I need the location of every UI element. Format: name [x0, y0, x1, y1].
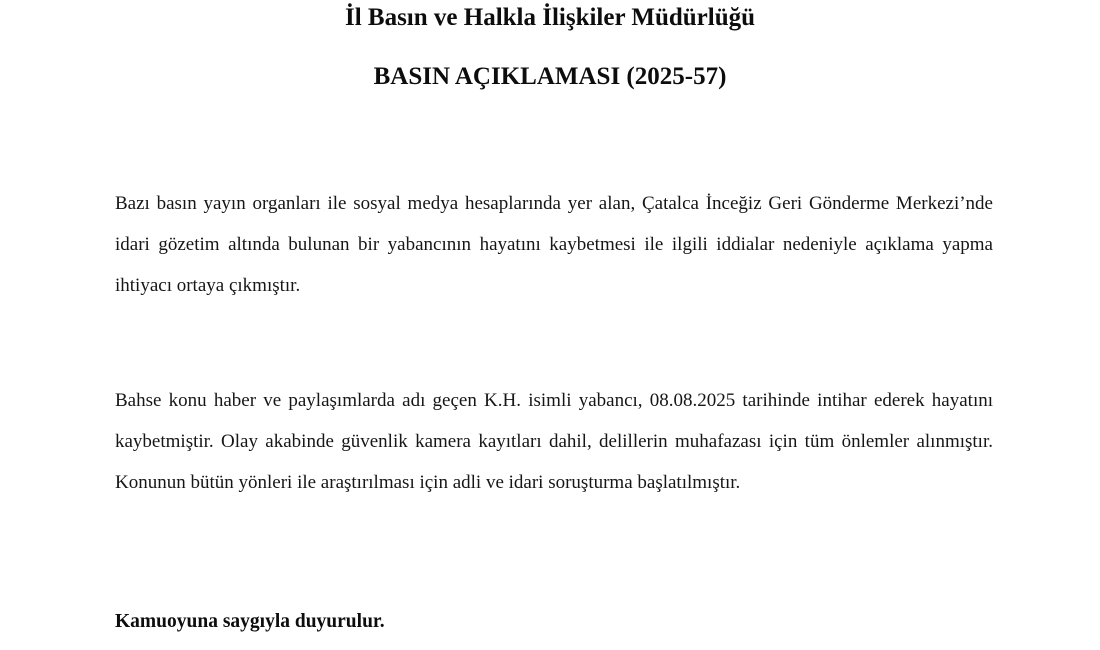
paragraph-introduction: Bazı basın yayın organları ile sosyal medya hesaplarında yer alan, Çatalca İnceğiz Geri Gönderme Merkezi’nde idari gözetim altında bulunan bir yabancının hayatını kaybetmesi ile ilgili iddialar nedeniyle açıklama yapma ihtiyacı ortaya çıkmıştır. [115, 193, 993, 296]
department-heading: İl Basın ve Halkla İlişkiler Müdürlüğü [344, 4, 756, 31]
press-release-title: BASIN AÇIKLAMASI (2025-57) [373, 63, 727, 90]
closing-line: Kamuoyuna saygıyla duyurulur. [115, 611, 385, 632]
paragraph-statement: Bahse konu haber ve paylaşımlarda adı geçen K.H. isimli yabancı, 08.08.2025 tarihinde intihar ederek hayatını kaybetmiştir. Olay akabinde güvenlik kamera kayıtları dahil, delillerin muhafazası için tüm önlemler alınmıştır. Konunun bütün yönleri ile araştırılması için adli ve idari soruşturma başlatılmıştır. [115, 390, 993, 493]
